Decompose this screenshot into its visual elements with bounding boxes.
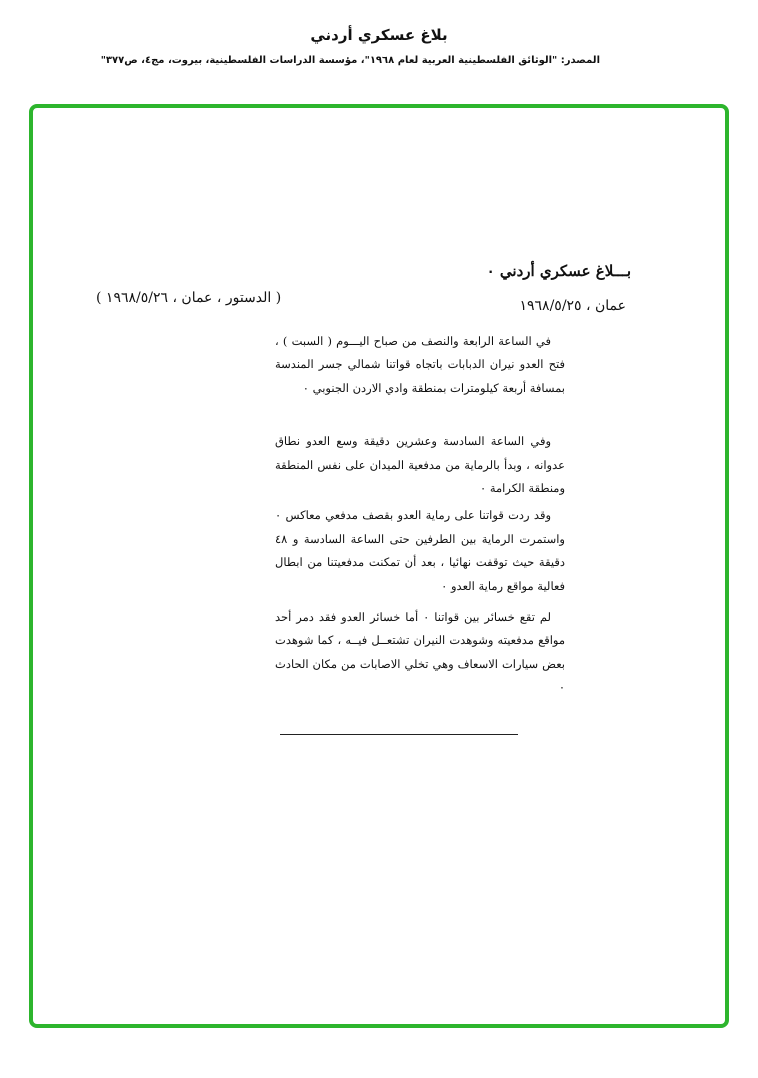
document-body <box>275 330 565 700</box>
page-title: بلاغ عسكري أردني <box>310 26 448 44</box>
end-divider <box>280 734 518 735</box>
paragraph-2: وفي الساعة السادسة وعشرين دقيقة وسع العدو نطاق عدوانه ، وبدأ بالرماية من مدفعية الميدان على نفس المنطقة ومنطقة الكرامة ٠ <box>275 434 565 496</box>
document-source-reference: ( الدستور ، عمان ، ١٩٦٨/٥/٢٦ ) <box>96 290 282 306</box>
paragraph-4: لم تقع خسائر بين قواتنا ٠ أما خسائر العدو فقد دمر أحد مواقع مدفعيته وشوهدت النيران تشتعــل فيــه ، كما شوهدت بعض سيارات الاسعاف وهي تخلي الاصابات من مكان الحادث ٠ <box>275 610 565 695</box>
source-citation: المصدر: "الوثائق الفلسطينية العربية لعام ١٩٦٨"، مؤسسة الدراسات الفلسطينية، بيروت، مج٤، ص٣٧٧" <box>100 55 600 66</box>
scanned-document <box>33 108 725 1024</box>
paragraph-1: في الساعة الرابعة والنصف من صباح اليـــوم ( السبت ) ، فتح العدو نيران الدبابات باتجاه قواتنا شمالي جسر المندسة بمسافة أربعة كيلومترات بمنطقة وادي الاردن الجنوبي ٠ <box>275 334 565 395</box>
page-header <box>0 0 758 100</box>
document-frame <box>29 104 729 1028</box>
document-title: بـــلاغ عسكري أردني ٠ <box>486 262 631 280</box>
document-place-date: عمان ، ١٩٦٨/٥/٢٥ <box>519 298 626 314</box>
paragraph-3: وقد ردت قواتنا على رماية العدو بقصف مدفعي معاكس ٠ واستمرت الرماية بين الطرفين حتى الساعة السادسة و ٤٨ دقيقة حيث توقفت نهائيا ، بعد أن تمكنت مدفعيتنا من ابطال فعالية مواقع رماية العدو ٠ <box>275 508 565 593</box>
